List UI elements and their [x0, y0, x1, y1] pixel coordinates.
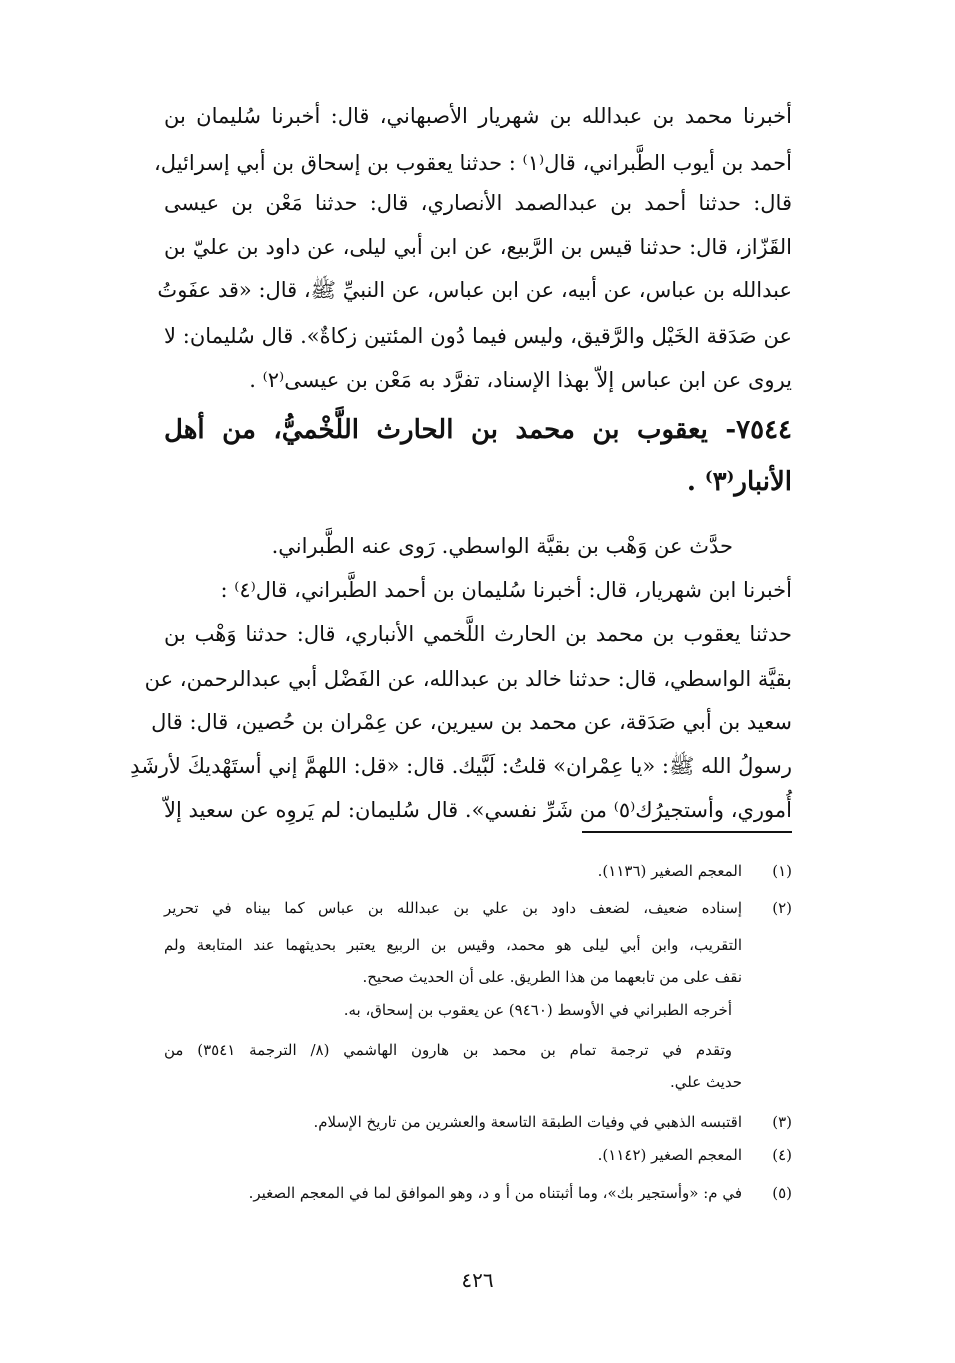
- footnote-text: في م: «وأستجير بك»، وما أثبتناه من أ و د، وهو الموافق لما في المعجم الصغير.: [248, 1184, 742, 1202]
- footnote-5: [164, 1178, 792, 1208]
- footnote-4: [164, 1140, 792, 1170]
- footnote-text: وتقدم في ترجمة تمام بن محمد بن هارون الهاشمي (٨/ الترجمة ٣٥٤١) من: [164, 1041, 732, 1059]
- footnote-text: اقتبسه الذهبي في وفيات الطبقة التاسعة والعشرين من تاريخ الإسلام.: [313, 1113, 742, 1131]
- text-line: بقيَّة الواسطي، قال: حدثنا خالد بن عبدالله، عن الفَضْل أبي عبدالرحمن، عن: [144, 667, 792, 691]
- text-line: أخبرنا محمد بن عبدالله بن شهريار الأصبهاني، قال: أخبرنا سُليمان بن: [164, 104, 792, 128]
- text-line: أُموري، وأستجيرُك⁽٥⁾ من شَرِّ نفسي». قال سُليمان: لم يَروِه عن سعيد إلاّ: [164, 798, 792, 822]
- text-line: قال: حدثنا أحمد بن عبدالصمد الأنصاري، قال: حدثنا مَعْن بن عيسى: [164, 191, 792, 215]
- footnote-2-cont: [164, 995, 792, 1025]
- footnote-2-cont: [164, 1067, 792, 1097]
- text-line: أحمد بن أيوب الطَّبراني، قال⁽١⁾ : حدثنا يعقوب بن إسحاق بن أبي إسرائيل،: [154, 151, 792, 175]
- text-line: عبدالله بن عباس، عن أبيه، عن ابن عباس، عن النبيِّ ﷺ، قال: «قد عفَوتُ: [157, 278, 792, 302]
- text-line: أخبرنا ابن شهريار، قال: أخبرنا سُليمان بن أحمد الطَّبراني، قال⁽٤⁾ :: [220, 578, 792, 602]
- footnote-number: (٢): [772, 899, 792, 917]
- heading-line: ٧٥٤٤- يعقوب بن محمد بن الحارث اللَّخْميُّ، من أهل: [164, 415, 792, 445]
- page-number: ٤٢٦: [461, 1268, 494, 1292]
- footnote-3: [164, 1107, 792, 1137]
- footnote-text: أخرجه الطبراني في الأوسط (٩٤٦٠) عن يعقوب بن إسحاق، به.: [343, 1001, 732, 1019]
- text-line: رسولُ الله ﷺ: «يا عِمْران» قلتُ: لَبَّيك. قال: «قل: اللهمَّ إني أستَهْديكَ لأرشَدِ: [130, 754, 792, 778]
- text-line: حدثنا يعقوب بن محمد بن الحارث اللَّخمي الأنباري، قال: حدثنا وَهْب بن: [164, 622, 792, 646]
- footnote-2-cont: [164, 1035, 792, 1065]
- footnote-text: المعجم الصغير (١١٣٦).: [597, 862, 742, 880]
- footnote-1: [164, 856, 792, 886]
- footnote-number: (٤): [772, 1146, 792, 1164]
- text-line: سعيد بن أبي صَدَقة، عن محمد بن سيرين، عن عِمْران بن حُصين، قال: قال: [151, 710, 792, 734]
- footnote-text: التقريب، وابن أبي ليلى هو محمد، وقيس بن الربيع يعتبر بحديثهما عند المتابعة ولم: [164, 936, 742, 954]
- heading-line: الأنبار⁽٣⁾ .: [686, 467, 792, 497]
- footnote-separator: [582, 831, 792, 833]
- text-line: القَزّاز، قال: حدثنا قيس بن الرَّبيع، عن ابن أبي ليلى، عن داود بن عليّ بن: [164, 235, 792, 259]
- footnote-text: حديث علي.: [669, 1073, 742, 1091]
- footnote-number: (٣): [772, 1113, 792, 1131]
- text-line: يروى عن ابن عباس إلاّ بهذا الإسناد، تفرَّد به مَعْن بن عيسى⁽٢⁾ .: [249, 368, 792, 392]
- footnote-2: [164, 893, 792, 923]
- footnote-text: المعجم الصغير (١١٤٢).: [597, 1146, 742, 1164]
- footnote-text: نقف على من تابعهما من هذا الطريق. على أن الحديث صحيح.: [362, 968, 742, 986]
- text-line: حدَّث عن وَهْب بن بقيَّة الواسطي. رَوى عنه الطَّبراني.: [271, 534, 733, 558]
- text-line: عن صَدَقة الخَيْل والرَّقيق، وليس فيما دُون المئتين زكاةٌ». قال سُليمان: لا: [164, 324, 792, 348]
- footnote-text: إسناده ضعيف، لضعف داود بن علي بن عبدالله بن عباس كما بيناه في تحرير: [164, 899, 742, 917]
- footnote-2-cont: [164, 962, 792, 992]
- footnote-2-cont: [164, 930, 792, 960]
- footnote-number: (٥): [772, 1184, 792, 1202]
- footnote-number: (١): [772, 862, 792, 880]
